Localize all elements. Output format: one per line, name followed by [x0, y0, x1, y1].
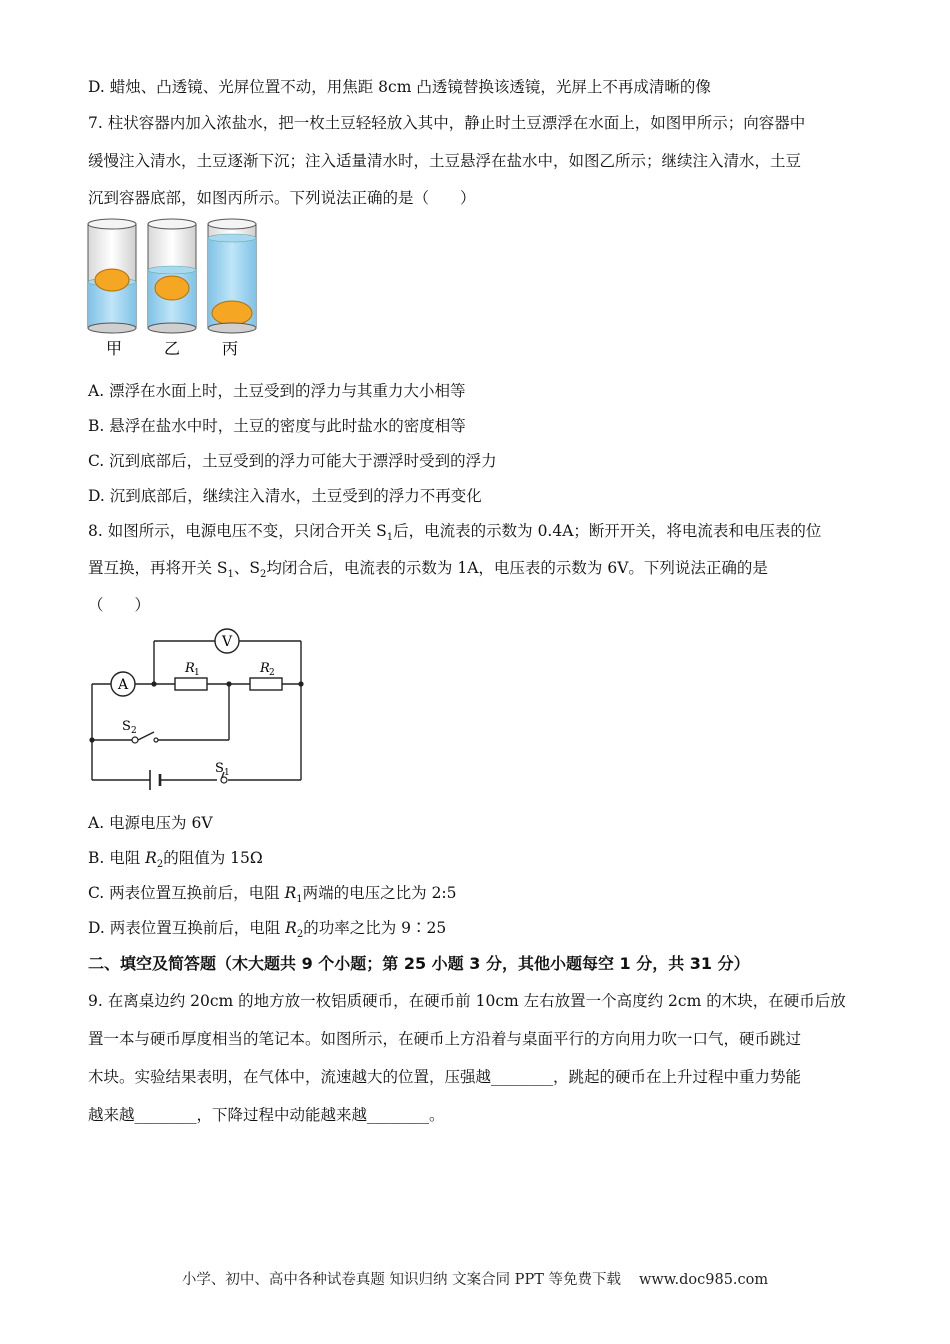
q8-option-a: A. 电源电压为 6V: [88, 814, 213, 832]
label-jia: 甲: [106, 339, 123, 358]
q8-stem-line1: 8. 如图所示，电源电压不变，只闭合开关 $S_1$后，电流表的示数为 0.4A；断开开关，将电流表和电压表的位: [88, 522, 822, 544]
q7-stem-line1: 7. 柱状容器内加入浓盐水，把一枚土豆轻轻放入其中，静止时土豆漂浮在水面上，如图甲所示；向容器中: [88, 114, 806, 132]
svg-text:R: R: [260, 661, 270, 676]
q6-option-d: D. 蜡烛、凸透镜、光屏位置不动，用焦距 8cm 凸透镜替换该透镜，光屏上不再成清晰的像: [88, 78, 711, 96]
q7-figure: [84, 216, 274, 364]
q7-option-b: B. 悬浮在盐水中时，土豆的密度与此时盐水的密度相等: [88, 417, 466, 435]
resistor-r1: [175, 678, 207, 690]
q7-option-d: D. 沉到底部后，继续注入清水，土豆受到的浮力不再变化: [88, 487, 482, 505]
cylinder-bing: [208, 219, 256, 333]
svg-text:S: S: [122, 719, 131, 734]
svg-text:1: 1: [224, 768, 230, 778]
q9-line1: 9. 在离桌边约 20cm 的地方放一枚铝质硬币，在硬币前 10cm 左右放置一个高度约 2cm 的木块，在硬币后放: [88, 992, 846, 1010]
cylinder-yi: [148, 219, 196, 333]
potato-icon: [95, 269, 129, 291]
potato-icon: [155, 276, 189, 300]
label-bing: 丙: [222, 339, 239, 358]
footer-text: 小学、初中、高中各种试卷真题 知识归纳 文案合同 PPT 等免费下载: [181, 1272, 621, 1288]
page-footer: [0, 1268, 950, 1289]
q7-option-a: A. 漂浮在水面上时，土豆受到的浮力与其重力大小相等: [88, 382, 466, 400]
svg-text:V: V: [221, 634, 233, 650]
svg-text:S: S: [215, 761, 224, 776]
q7-stem-line2: 缓慢注入清水，土豆逐渐下沉；注入适量清水时，土豆悬浮在盐水中，如图乙所示；继续注入清水，土豆: [88, 152, 802, 170]
q9-line3: 木块。实验结果表明，在气体中，流速越大的位置，压强越________，跳起的硬币在上升过程中重力势能: [88, 1068, 802, 1086]
svg-text:A: A: [117, 677, 129, 693]
q8-option-b: B. 电阻 $R_2$的阻值为 15Ω: [88, 849, 263, 871]
q8-stem-line3: （ ）: [88, 596, 151, 614]
q8-option-d: D. 两表位置互换前后，电阻 $R_2$的功率之比为 9∶25: [88, 919, 447, 941]
q7-option-c: C. 沉到底部后，土豆受到的浮力可能大于漂浮时受到的浮力: [88, 452, 497, 470]
svg-text:R: R: [185, 661, 195, 676]
footer-url[interactable]: www.doc985.com: [638, 1272, 769, 1288]
q9-line2: 置一本与硬币厚度相当的笔记本。如图所示，在硬币上方沿着与桌面平行的方向用力吹一口气，硬币跳过: [88, 1030, 802, 1048]
q8-option-c: C. 两表位置互换前后，电阻 $R_1$两端的电压之比为 2:5: [88, 884, 457, 906]
section-2-heading: 二、填空及简答题（木大题共 9 个小题；第 25 小题 3 分，其他小题每空 1 分，共 31 分）: [88, 954, 750, 973]
resistor-r2: [250, 678, 282, 690]
cylinder-jia: [88, 219, 136, 333]
svg-text:2: 2: [269, 668, 275, 678]
label-yi: 乙: [164, 339, 181, 358]
q8-circuit-figure: [84, 624, 314, 792]
q9-line4: 越来越________，下降过程中动能越来越________。: [88, 1106, 445, 1124]
potato-icon: [212, 301, 252, 325]
svg-text:2: 2: [131, 726, 137, 736]
q7-stem-line3: 沉到容器底部，如图丙所示。下列说法正确的是（ ）: [88, 189, 476, 207]
q8-stem-line2: 置互换，再将开关 $S_1$、$S_2$均闭合后，电流表的示数为 1A，电压表的示数为 6V。下列说法正确的是: [88, 559, 768, 581]
svg-text:1: 1: [194, 668, 200, 678]
